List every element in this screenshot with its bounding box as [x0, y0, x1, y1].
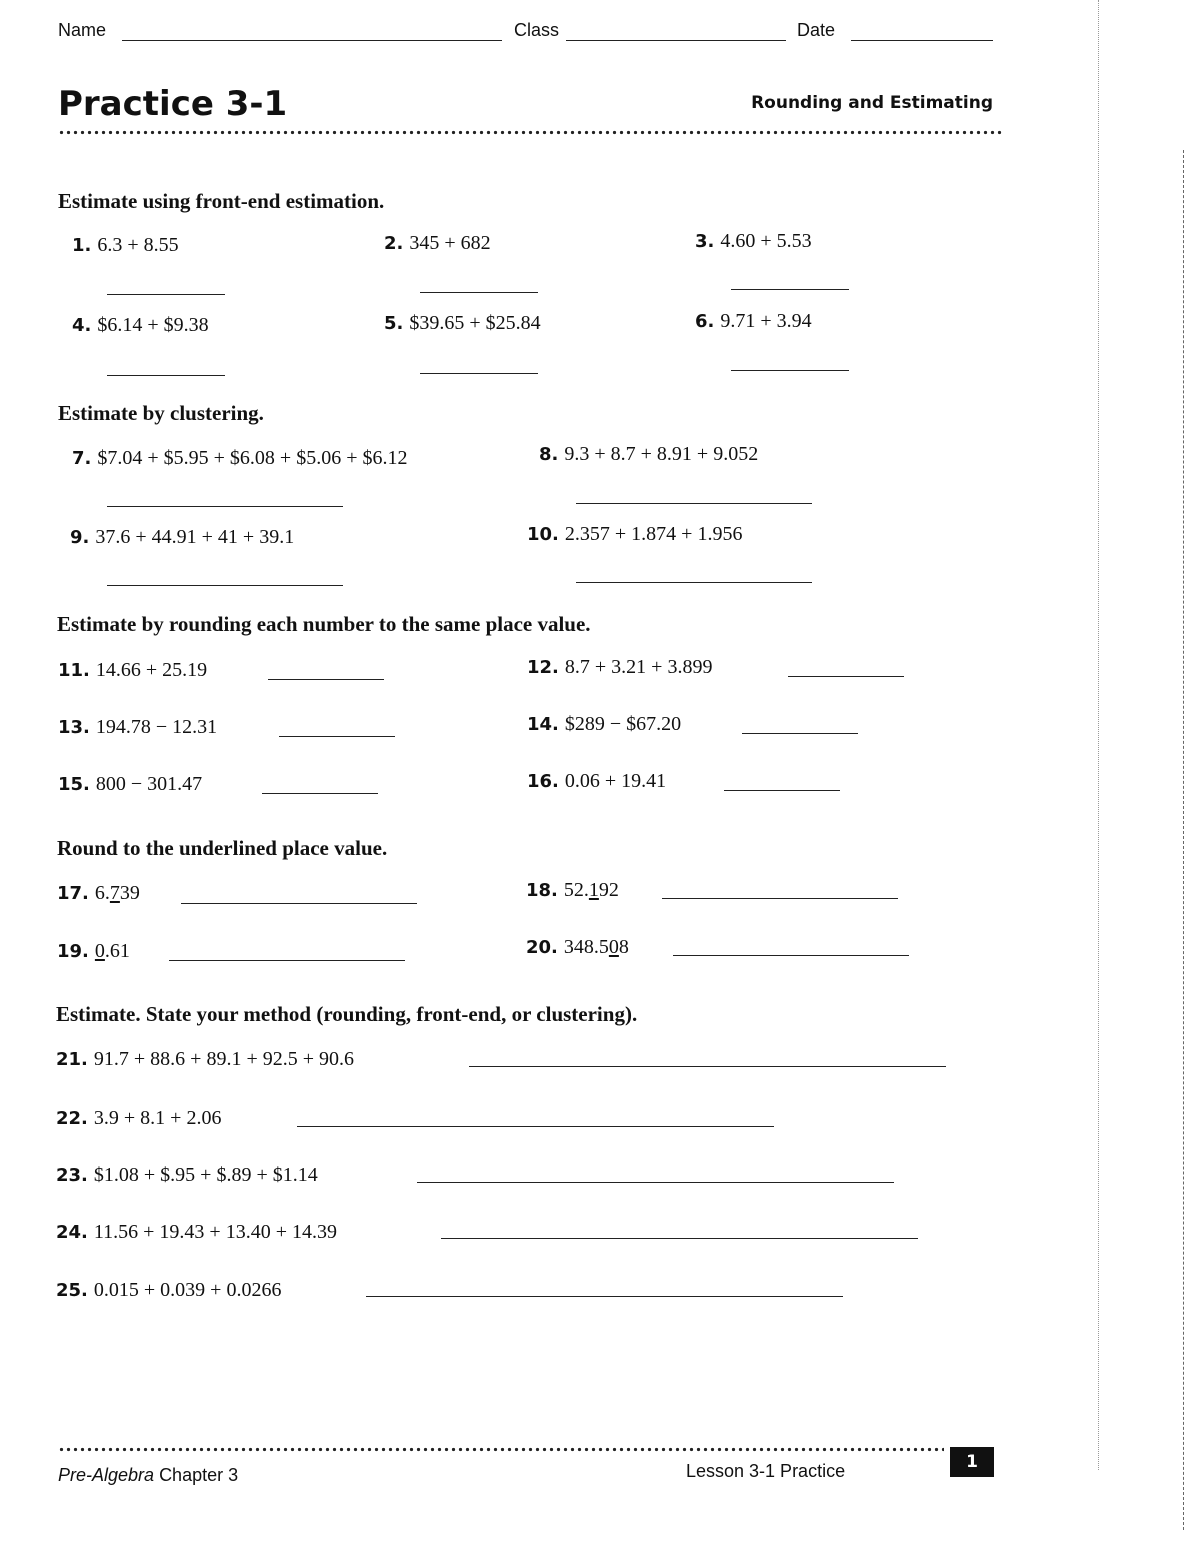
- problem-expression: [95, 940, 130, 962]
- title-divider: [58, 130, 1002, 135]
- answer-blank-14[interactable]: [742, 733, 858, 734]
- date-label: Date: [797, 20, 836, 40]
- problem-expression: 9.71 + 3.94: [720, 310, 812, 332]
- section-heading-clustering: Estimate by clustering.: [58, 401, 264, 425]
- problem-20: [526, 936, 629, 959]
- answer-blank-10[interactable]: [576, 582, 812, 583]
- answer-blank-24[interactable]: [441, 1238, 918, 1239]
- problem-expression: 37.6 + 44.91 + 41 + 39.1: [95, 526, 295, 548]
- problem-number: 22.: [56, 1108, 88, 1129]
- problem-expression: [564, 879, 619, 901]
- problem-number: 25.: [56, 1280, 88, 1301]
- answer-blank-2[interactable]: [420, 292, 538, 293]
- problem-number: 19.: [57, 941, 89, 962]
- name-label: Name: [58, 20, 107, 40]
- problem-number: 16.: [527, 771, 559, 792]
- expression-part: .61: [104, 940, 130, 962]
- page-title: Practice 3-1: [58, 84, 288, 124]
- problem-21: [56, 1048, 354, 1071]
- expression-part: 348.5: [563, 936, 609, 958]
- class-field[interactable]: [566, 40, 786, 41]
- problem-expression: 2.357 + 1.874 + 1.956: [564, 523, 743, 545]
- answer-blank-7[interactable]: [107, 506, 343, 507]
- problem-1: [72, 234, 179, 257]
- problem-11: [58, 659, 207, 682]
- problem-expression: 11.56 + 19.43 + 13.40 + 14.39: [93, 1221, 337, 1243]
- problem-14: [527, 713, 681, 736]
- answer-blank-1[interactable]: [107, 294, 225, 295]
- date-field[interactable]: [851, 40, 993, 41]
- answer-blank-15[interactable]: [262, 793, 378, 794]
- problem-expression: [564, 936, 629, 958]
- problem-number: 8.: [539, 444, 559, 465]
- answer-blank-9[interactable]: [107, 585, 343, 586]
- page-subtitle: Rounding and Estimating: [751, 93, 993, 113]
- answer-blank-23[interactable]: [417, 1182, 894, 1183]
- footer-book-chapter: [58, 1465, 238, 1486]
- problem-6: [695, 310, 812, 333]
- problem-number: 20.: [526, 937, 558, 958]
- problem-expression: 9.3 + 8.7 + 8.91 + 9.052: [564, 443, 759, 465]
- problem-number: 7.: [72, 448, 92, 469]
- section-heading-front-end: Estimate using front-end estimation.: [58, 189, 385, 213]
- scan-edge-line: [1183, 150, 1184, 1530]
- problem-12: [527, 656, 712, 679]
- answer-blank-12[interactable]: [788, 676, 904, 677]
- problem-number: 13.: [58, 717, 90, 738]
- expression-part: 39: [119, 882, 140, 904]
- problem-number: 6.: [695, 311, 715, 332]
- problem-16: [527, 770, 666, 793]
- answer-blank-4[interactable]: [107, 375, 225, 376]
- underlined-digit: 1: [588, 879, 599, 901]
- problem-expression: $7.04 + $5.95 + $6.08 + $5.06 + $6.12: [97, 447, 408, 469]
- problem-number: 10.: [527, 524, 559, 545]
- problem-18: [526, 879, 619, 902]
- section-heading-rounding: Estimate by rounding each number to the same place value.: [57, 612, 591, 636]
- problem-expression: $6.14 + $9.38: [97, 314, 209, 336]
- answer-blank-13[interactable]: [279, 736, 395, 737]
- problem-expression: 0.06 + 19.41: [564, 770, 667, 792]
- footer-lesson: Lesson 3-1 Practice: [686, 1461, 846, 1481]
- problem-expression: $1.08 + $.95 + $.89 + $1.14: [93, 1164, 318, 1186]
- problem-expression: $289 − $67.20: [564, 713, 682, 735]
- problem-13: [58, 716, 217, 739]
- problem-10: [527, 523, 742, 546]
- problem-8: [539, 443, 758, 466]
- answer-blank-8[interactable]: [576, 503, 812, 504]
- problem-number: 21.: [56, 1049, 88, 1070]
- problem-expression: 6.3 + 8.55: [97, 234, 179, 256]
- problem-number: 23.: [56, 1165, 88, 1186]
- expression-part: 6.: [94, 882, 110, 904]
- name-field[interactable]: [122, 40, 502, 41]
- problem-19: [57, 940, 130, 963]
- problem-24: [56, 1221, 337, 1244]
- answer-blank-5[interactable]: [420, 373, 538, 374]
- problem-expression: 14.66 + 25.19: [95, 659, 208, 681]
- answer-blank-25[interactable]: [366, 1296, 843, 1297]
- answer-blank-11[interactable]: [268, 679, 384, 680]
- problem-2: [384, 232, 491, 255]
- problem-5: [384, 312, 541, 335]
- problem-expression: 8.7 + 3.21 + 3.899: [564, 656, 713, 678]
- footer-divider: [58, 1447, 944, 1452]
- problem-number: 2.: [384, 233, 404, 254]
- answer-blank-22[interactable]: [297, 1126, 774, 1127]
- section-heading-underlined: Round to the underlined place value.: [57, 836, 388, 860]
- problem-3: [695, 230, 812, 253]
- problem-17: [57, 882, 140, 905]
- class-label: Class: [514, 20, 560, 40]
- answer-blank-17[interactable]: [181, 903, 417, 904]
- footer-chapter: Chapter 3: [159, 1465, 239, 1485]
- problem-expression: 0.015 + 0.039 + 0.0266: [93, 1279, 282, 1301]
- problem-number: 17.: [57, 883, 89, 904]
- answer-blank-6[interactable]: [731, 370, 849, 371]
- expression-part: 8: [618, 936, 629, 958]
- answer-blank-20[interactable]: [673, 955, 909, 956]
- problem-number: 1.: [72, 235, 92, 256]
- problem-23: [56, 1164, 318, 1187]
- problem-number: 18.: [526, 880, 558, 901]
- problem-number: 14.: [527, 714, 559, 735]
- underlined-digit: 0: [608, 936, 619, 958]
- problem-expression: [95, 882, 140, 904]
- problem-expression: 3.9 + 8.1 + 2.06: [93, 1107, 222, 1129]
- problem-number: 11.: [58, 660, 90, 681]
- problem-number: 15.: [58, 774, 90, 795]
- problem-number: 12.: [527, 657, 559, 678]
- problem-expression: 800 − 301.47: [95, 773, 203, 795]
- problem-4: [72, 314, 209, 337]
- problem-number: 4.: [72, 315, 92, 336]
- section-heading-method: Estimate. State your method (rounding, front-end, or clustering).: [56, 1002, 638, 1026]
- problem-number: 5.: [384, 313, 404, 334]
- underlined-digit: 0: [94, 940, 105, 962]
- answer-blank-16[interactable]: [724, 790, 840, 791]
- problem-22: [56, 1107, 221, 1130]
- problem-expression: $39.65 + $25.84: [409, 312, 541, 334]
- problem-number: 24.: [56, 1222, 88, 1243]
- underlined-digit: 7: [109, 882, 120, 904]
- page-number: 1: [950, 1447, 994, 1477]
- problem-expression: 345 + 682: [409, 232, 491, 254]
- answer-blank-21[interactable]: [469, 1066, 946, 1067]
- footer-book: Pre-Algebra: [58, 1465, 155, 1485]
- problem-number: 3.: [695, 231, 715, 252]
- problem-25: [56, 1279, 281, 1302]
- expression-part: 92: [598, 879, 619, 901]
- expression-part: 52.: [563, 879, 589, 901]
- problem-9: [70, 526, 294, 549]
- problem-7: [72, 447, 408, 470]
- answer-blank-18[interactable]: [662, 898, 898, 899]
- problem-expression: 91.7 + 88.6 + 89.1 + 92.5 + 90.6: [93, 1048, 355, 1070]
- problem-expression: 194.78 − 12.31: [95, 716, 218, 738]
- problem-expression: 4.60 + 5.53: [720, 230, 812, 252]
- problem-15: [58, 773, 202, 796]
- problem-number: 9.: [70, 527, 90, 548]
- answer-blank-3[interactable]: [731, 289, 849, 290]
- answer-blank-19[interactable]: [169, 960, 405, 961]
- scan-edge-line: [1098, 0, 1099, 1470]
